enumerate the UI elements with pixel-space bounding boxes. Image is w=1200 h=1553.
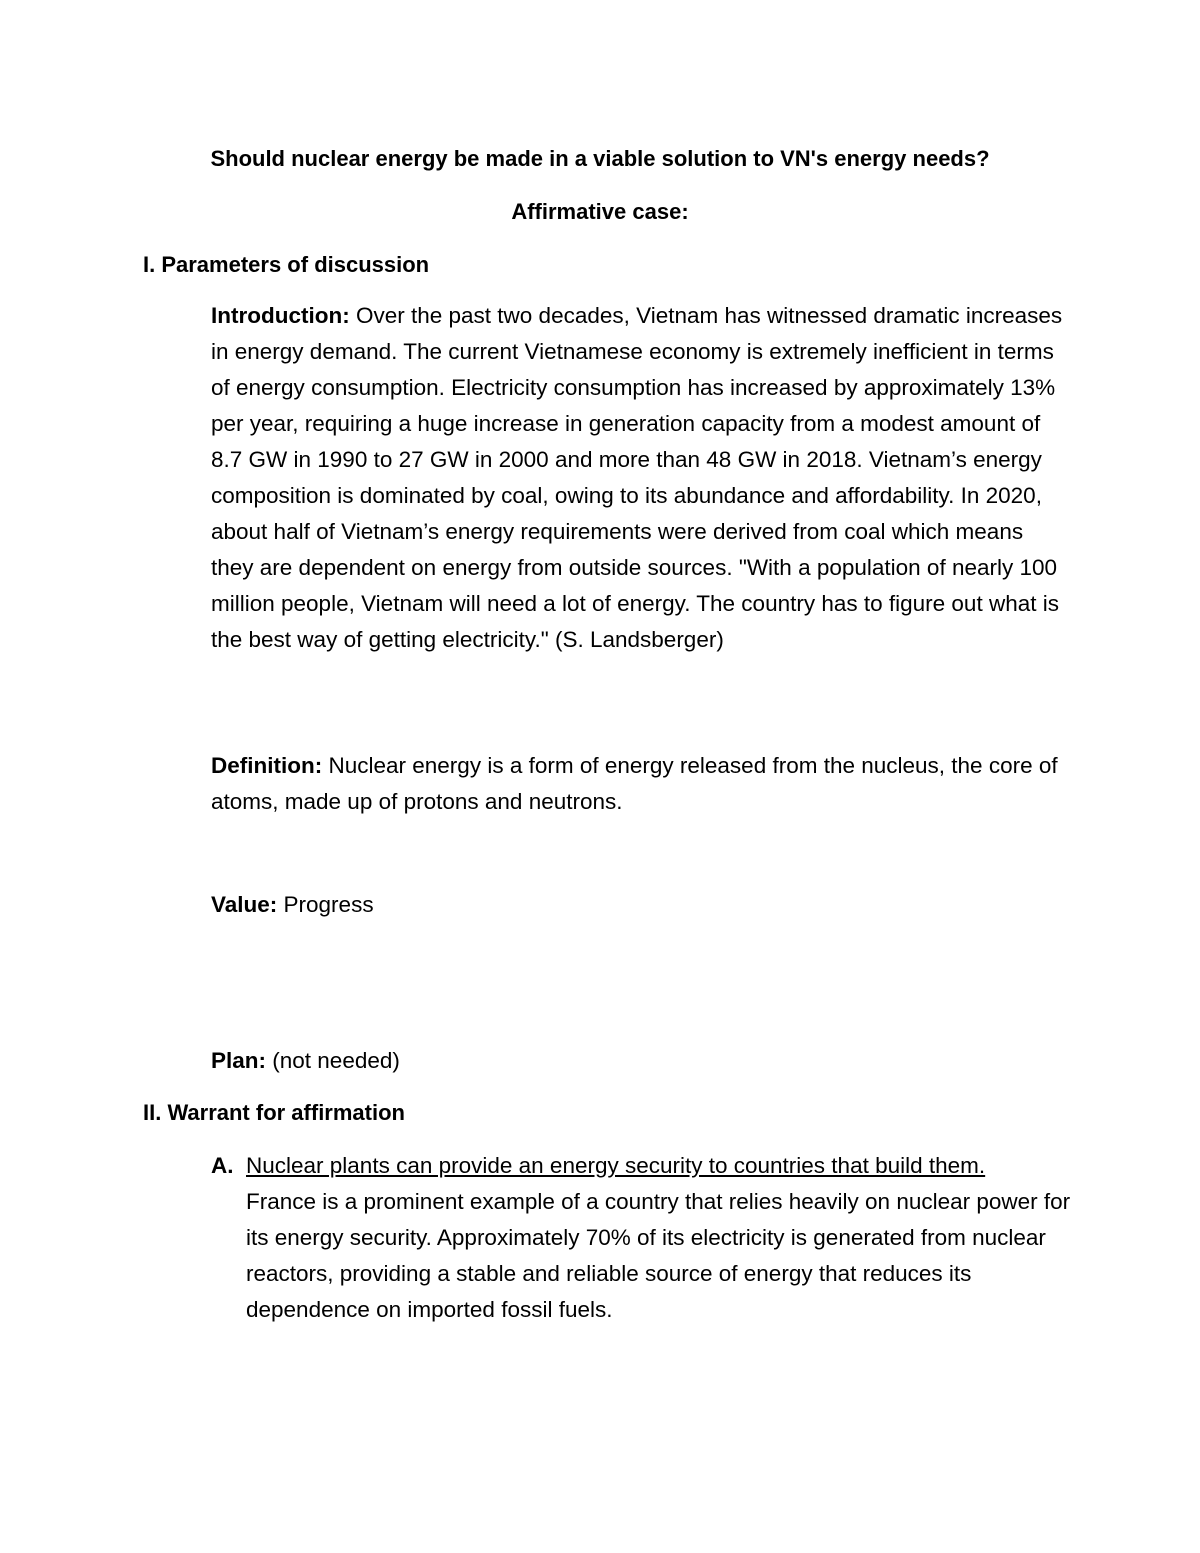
plan-paragraph: [211, 1043, 1066, 1079]
introduction-paragraph: [211, 298, 1066, 658]
warrant-claim: Nuclear plants can provide an energy security to countries that build them.: [246, 1153, 986, 1178]
list-marker: A.: [211, 1153, 234, 1178]
warrant-support-text: France is a prominent example of a country that relies heavily on nuclear power for its energy security. Approximately 70% of its electricity is generated from nuclear reactors, providing a stable and reliable source of energy that reduces its dependence on imported fossil fuels.: [246, 1189, 1071, 1322]
value-text: Progress: [277, 892, 374, 917]
section-2-heading: II. Warrant for affirmation: [143, 1100, 405, 1125]
warrant-item-body: [246, 1148, 1071, 1328]
document-title: Should nuclear energy be made in a viable solution to VN's energy needs?: [210, 146, 990, 171]
definition-label: Definition:: [211, 753, 323, 778]
plan-label: Plan:: [211, 1048, 267, 1073]
document-subtitle: Affirmative case:: [511, 199, 689, 224]
value-paragraph: [211, 887, 1066, 923]
plan-text: (not needed): [266, 1048, 400, 1073]
introduction-label: Introduction:: [211, 303, 350, 328]
value-label: Value:: [211, 892, 278, 917]
definition-paragraph: [211, 748, 1066, 820]
section-1-heading: I. Parameters of discussion: [143, 252, 430, 277]
introduction-text: Over the past two decades, Vietnam has witnessed dramatic increases in energy demand. The current Vietnamese economy is extremely inefficient in terms of energy consumption. Electricity consumption has increased by approximately 13% per year, requiring a huge increase in generation capacity from a modest amount of 8.7 GW in 1990 to 27 GW in 2000 and more than 48 GW in 2018. Vietnam’s energy composition is dominated by coal, owing to its abundance and affordability. In 2020, about half of Vietnam’s energy requirements were derived from coal which means they are dependent on energy from outside sources. "With a population of nearly 100 million people, Vietnam will need a lot of energy. The country has to figure out what is the best way of getting electricity." (S. Landsberger): [211, 303, 1063, 652]
definition-text: Nuclear energy is a form of energy released from the nucleus, the core of atoms, made up of protons and neutrons.: [211, 753, 1058, 814]
